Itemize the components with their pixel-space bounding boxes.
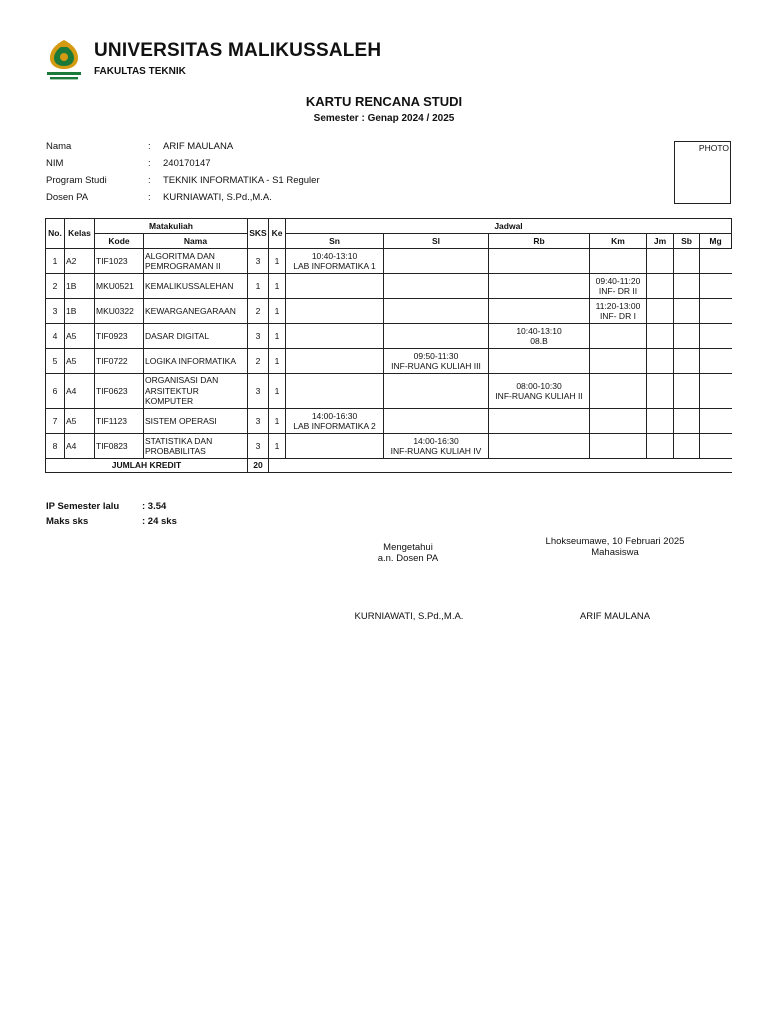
course-table <box>45 218 732 473</box>
row-sks: 3 <box>248 324 269 349</box>
student-signature-header <box>528 536 702 558</box>
row-kode: TIF1023 <box>95 249 144 274</box>
schedule-cell <box>674 409 700 434</box>
info-label: Dosen PA <box>46 192 89 203</box>
row-ke: 1 <box>269 299 286 324</box>
row-kelas: A5 <box>65 409 95 434</box>
schedule-cell <box>647 299 674 324</box>
row-nama: STATISTIKA DAN PROBABILITAS <box>144 434 248 459</box>
row-kode: TIF0623 <box>95 374 144 409</box>
course-table-body <box>46 249 732 459</box>
row-kode: TIF0722 <box>95 349 144 374</box>
schedule-cell <box>384 299 489 324</box>
row-kode: MKU0322 <box>95 299 144 324</box>
student-nim: 240170147 <box>163 158 211 169</box>
row-nama: LOGIKA INFORMATIKA <box>144 349 248 374</box>
schedule-cell <box>384 274 489 299</box>
photo-box <box>674 141 731 204</box>
row-no: 2 <box>46 274 65 299</box>
row-kelas: A2 <box>65 249 95 274</box>
row-sks: 2 <box>248 299 269 324</box>
schedule-cell <box>590 409 647 434</box>
row-ke: 1 <box>269 324 286 349</box>
row-ke: 1 <box>269 409 286 434</box>
schedule-cell <box>384 324 489 349</box>
schedule-time: 09:50-11:30 <box>413 350 459 361</box>
schedule-cell <box>384 349 489 374</box>
row-no: 4 <box>46 324 65 349</box>
schedule-cell <box>647 374 674 409</box>
total-row <box>46 459 732 473</box>
university-logo <box>44 38 84 82</box>
faculty-name: FAKULTAS TEKNIK <box>94 66 186 77</box>
row-nama: DASAR DIGITAL <box>144 324 248 349</box>
student-name-row <box>46 141 320 158</box>
schedule-cell <box>647 349 674 374</box>
row-ke: 1 <box>269 434 286 459</box>
row-nama: KEMALIKUSSALEHAN <box>144 274 248 299</box>
table-header-row <box>46 219 732 234</box>
row-kode: TIF0823 <box>95 434 144 459</box>
academic-summary <box>46 501 177 531</box>
study-program-row <box>46 175 320 192</box>
approval-role: a.n. Dosen PA <box>377 553 439 564</box>
row-kelas: A5 <box>65 349 95 374</box>
row-ke: 1 <box>269 349 286 374</box>
schedule-room: INF-RUANG KULIAH II <box>495 391 583 401</box>
col-header-day: Sn <box>286 234 384 249</box>
schedule-cell <box>590 324 647 349</box>
advisor-signature-name: KURNIAWATI, S.Pd.,M.A. <box>354 611 464 622</box>
photo-label: PHOTO <box>698 143 729 153</box>
row-sks: 3 <box>248 409 269 434</box>
row-ke: 1 <box>269 249 286 274</box>
student-info <box>46 141 320 209</box>
advisor-row <box>46 192 320 209</box>
schedule-room: INF- DR II <box>598 286 638 296</box>
table-row <box>46 374 732 409</box>
row-kelas: A4 <box>65 434 95 459</box>
schedule-cell <box>674 249 700 274</box>
row-nama: KEWARGANEGARAAN <box>144 299 248 324</box>
schedule-cell <box>590 349 647 374</box>
schedule-cell <box>489 374 590 409</box>
row-no: 7 <box>46 409 65 434</box>
student-role: Mahasiswa <box>591 547 639 558</box>
schedule-cell <box>674 374 700 409</box>
col-header-ke: Ke <box>269 219 286 249</box>
col-header-matakuliah: Matakuliah <box>95 219 248 234</box>
schedule-time: 08:00-10:30 <box>516 380 562 391</box>
col-header-sks: SKS <box>248 219 269 249</box>
ip-label: IP Semester lalu <box>46 501 120 512</box>
table-row <box>46 274 732 299</box>
schedule-cell <box>286 299 384 324</box>
schedule-cell <box>700 249 732 274</box>
col-header-day: Sb <box>674 234 700 249</box>
row-sks: 3 <box>248 249 269 274</box>
schedule-cell <box>700 349 732 374</box>
col-header-day: Mg <box>700 234 732 249</box>
schedule-cell <box>286 409 384 434</box>
schedule-cell <box>384 434 489 459</box>
schedule-cell <box>489 274 590 299</box>
total-row-empty <box>269 459 732 473</box>
col-header-day: Km <box>590 234 647 249</box>
schedule-cell <box>647 409 674 434</box>
row-kode: MKU0521 <box>95 274 144 299</box>
schedule-cell <box>286 374 384 409</box>
schedule-cell <box>674 299 700 324</box>
schedule-cell <box>384 249 489 274</box>
total-label: JUMLAH KREDIT <box>46 459 248 473</box>
max-sks-value: : 24 sks <box>142 516 177 527</box>
table-row <box>46 249 732 274</box>
schedule-time: 14:00-16:30 <box>413 435 459 446</box>
schedule-cell <box>674 349 700 374</box>
schedule-cell <box>700 274 732 299</box>
schedule-cell <box>286 274 384 299</box>
row-kelas: A4 <box>65 374 95 409</box>
schedule-cell <box>590 274 647 299</box>
schedule-cell <box>489 324 590 349</box>
schedule-cell <box>700 324 732 349</box>
schedule-time: 11:20-13:00 <box>595 300 641 311</box>
schedule-cell <box>590 434 647 459</box>
ip-row <box>46 501 177 516</box>
schedule-cell <box>590 299 647 324</box>
row-no: 8 <box>46 434 65 459</box>
schedule-time: 10:40-13:10 <box>516 325 562 336</box>
schedule-time: 14:00-16:30 <box>311 410 358 421</box>
row-kode: TIF1123 <box>95 409 144 434</box>
info-label: Nama <box>46 141 72 152</box>
schedule-cell <box>489 409 590 434</box>
schedule-room: INF- DR I <box>600 311 636 321</box>
row-sks: 2 <box>248 349 269 374</box>
table-row <box>46 409 732 434</box>
row-no: 1 <box>46 249 65 274</box>
col-header-kelas: Kelas <box>65 219 95 249</box>
schedule-cell <box>489 299 590 324</box>
col-header-kode: Kode <box>95 234 144 249</box>
schedule-cell <box>384 374 489 409</box>
table-row <box>46 434 732 459</box>
schedule-cell <box>286 249 384 274</box>
row-ke: 1 <box>269 274 286 299</box>
row-no: 6 <box>46 374 65 409</box>
total-sks: 20 <box>248 459 269 473</box>
schedule-cell <box>647 249 674 274</box>
approval-label: Mengetahui <box>383 542 433 553</box>
info-label: Program Studi <box>46 175 107 186</box>
study-program: TEKNIK INFORMATIKA - S1 Reguler <box>163 175 320 186</box>
schedule-cell <box>286 349 384 374</box>
row-nama: ORGANISASI DAN ARSITEKTUR KOMPUTER <box>144 374 248 409</box>
col-header-day: Sl <box>384 234 489 249</box>
table-subheader-row <box>46 234 732 249</box>
info-separator: : <box>148 158 151 169</box>
row-no: 5 <box>46 349 65 374</box>
col-header-no: No. <box>46 219 65 249</box>
schedule-room: LAB INFORMATIKA 1 <box>293 261 376 271</box>
schedule-cell <box>700 374 732 409</box>
student-signature-name: ARIF MAULANA <box>579 611 651 622</box>
row-kelas: A5 <box>65 324 95 349</box>
col-header-day: Jm <box>647 234 674 249</box>
schedule-cell <box>384 409 489 434</box>
student-nim-row <box>46 158 320 175</box>
schedule-cell <box>700 299 732 324</box>
document-title: KARTU RENCANA STUDI <box>305 94 463 109</box>
table-row <box>46 299 732 324</box>
table-row <box>46 349 732 374</box>
ip-value: : 3.54 <box>142 501 167 512</box>
schedule-cell <box>590 249 647 274</box>
row-kelas: 1B <box>65 299 95 324</box>
schedule-room: 08.B <box>530 336 548 346</box>
info-separator: : <box>148 141 151 152</box>
schedule-cell <box>590 374 647 409</box>
advisor-name: KURNIAWATI, S.Pd.,M.A. <box>163 192 272 203</box>
schedule-time: 09:40-11:20 <box>595 275 641 286</box>
schedule-room: INF-RUANG KULIAH III <box>391 361 481 371</box>
schedule-cell <box>647 434 674 459</box>
schedule-room: LAB INFORMATIKA 2 <box>293 421 376 431</box>
university-name: UNIVERSITAS MALIKUSSALEH <box>94 40 382 61</box>
row-kode: TIF0923 <box>95 324 144 349</box>
schedule-cell <box>647 274 674 299</box>
row-kelas: 1B <box>65 274 95 299</box>
place-date: Lhokseumawe, 10 Februari 2025 <box>545 536 685 547</box>
schedule-cell <box>674 434 700 459</box>
col-header-day: Rb <box>489 234 590 249</box>
schedule-cell <box>674 274 700 299</box>
info-separator: : <box>148 192 151 203</box>
advisor-approval <box>348 542 468 564</box>
max-sks-label: Maks sks <box>46 516 89 527</box>
info-separator: : <box>148 175 151 186</box>
row-sks: 3 <box>248 374 269 409</box>
row-no: 3 <box>46 299 65 324</box>
max-sks-row <box>46 516 177 531</box>
schedule-cell <box>489 434 590 459</box>
row-nama: ALGORITMA DAN PEMROGRAMAN II <box>144 249 248 274</box>
col-header-nama: Nama <box>144 234 248 249</box>
schedule-room: INF-RUANG KULIAH IV <box>390 446 482 456</box>
row-ke: 1 <box>269 374 286 409</box>
col-header-jadwal: Jadwal <box>286 219 732 234</box>
schedule-cell <box>700 434 732 459</box>
schedule-cell <box>647 324 674 349</box>
row-sks: 1 <box>248 274 269 299</box>
table-row <box>46 324 732 349</box>
semester-label: Semester : Genap 2024 / 2025 <box>313 113 455 124</box>
schedule-cell <box>489 349 590 374</box>
schedule-cell <box>674 324 700 349</box>
row-sks: 3 <box>248 434 269 459</box>
student-name: ARIF MAULANA <box>163 141 234 152</box>
schedule-cell <box>286 324 384 349</box>
row-nama: SISTEM OPERASI <box>144 409 248 434</box>
info-label: NIM <box>46 158 64 169</box>
schedule-cell <box>286 434 384 459</box>
schedule-cell <box>700 409 732 434</box>
schedule-cell <box>489 249 590 274</box>
schedule-time: 10:40-13:10 <box>311 250 358 261</box>
